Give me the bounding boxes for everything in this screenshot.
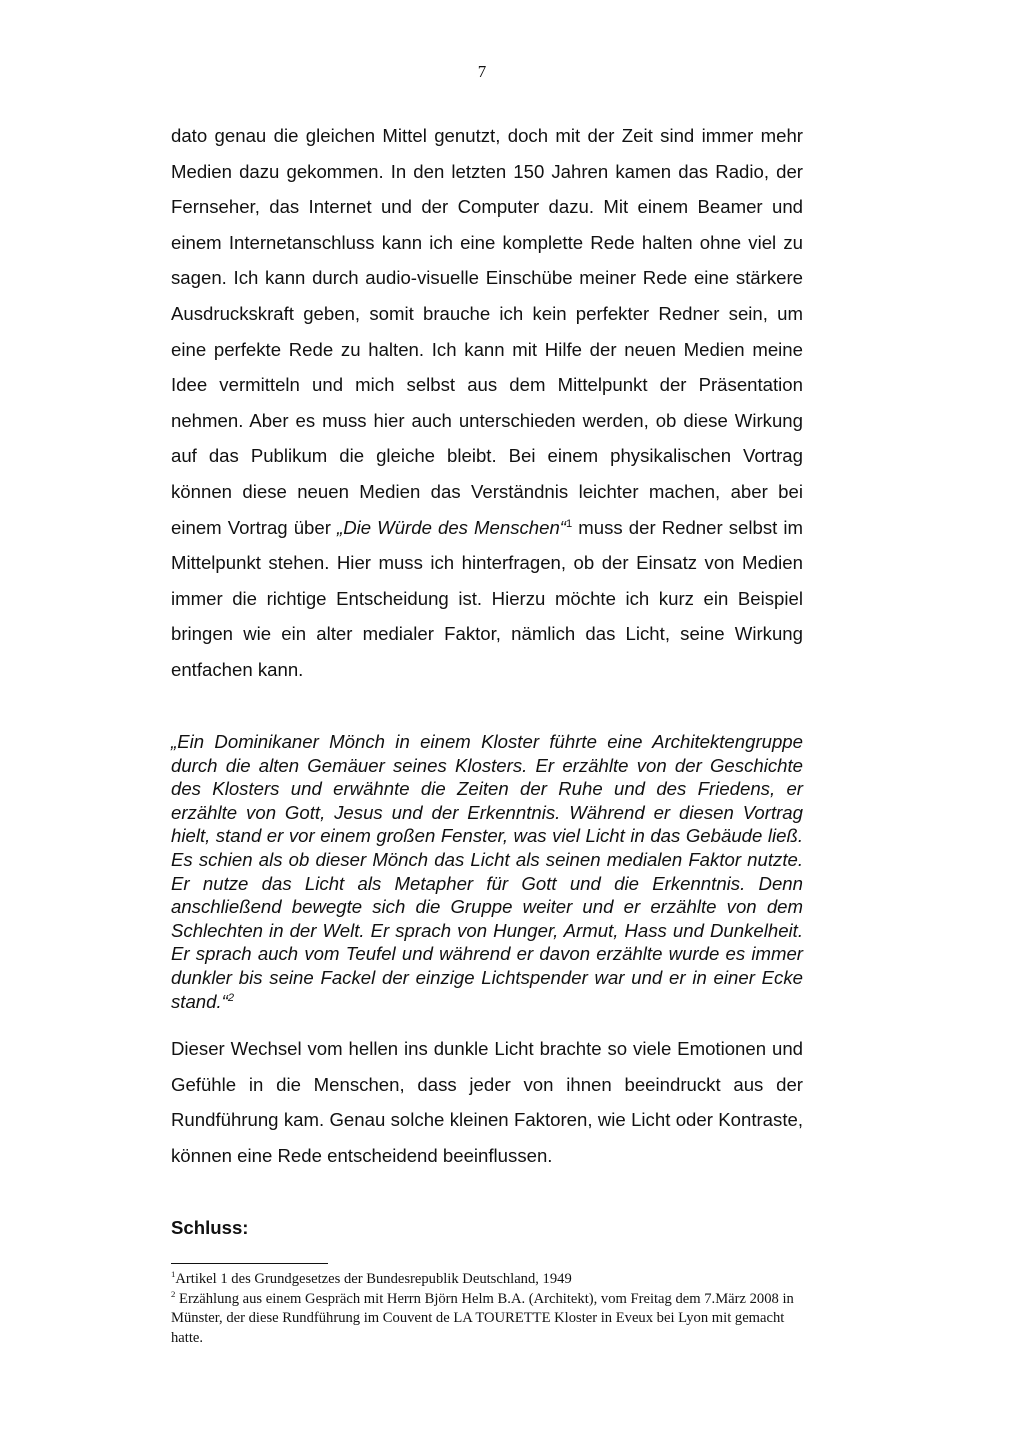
- body-paragraph-2: Dieser Wechsel vom hellen ins dunkle Licht brachte so viele Emotionen und Gefühle in die Menschen, dass jeder von ihnen beeindruckt aus der Rundführung kam. Genau solche kleinen Faktoren, wie Licht oder Kontraste, können eine Rede entscheidend beeinflussen.: [171, 1038, 803, 1166]
- footnotes: [171, 1270, 803, 1348]
- block-quote: [171, 730, 803, 1013]
- footnote-divider: [171, 1263, 328, 1264]
- footnote-2-marker: 2: [171, 1288, 176, 1299]
- footnote-ref-2: 2: [227, 991, 235, 1004]
- body-paragraph-1: [171, 118, 803, 688]
- section-heading: Schluss:: [171, 1217, 249, 1238]
- quote-text: „Ein Dominikaner Mönch in einem Kloster führte eine Architektengruppe durch die alten Gemäuer seines Klosters. Er erzählte von der Geschichte des Klosters und erwähnte die Zeiten der Ruhe und des Friedens, er erzählte von Gott, Jesus und der Erkenntnis. Während er diesen Vortrag hielt, stand er vor einem großen Fenster, was viel Licht in das Gebäude ließ. Es schien als ob dieser Mönch das Licht als seinen medialen Faktor nutzte. Er nutze das Licht als Metapher für Gott und die Erkenntnis. Denn anschließend bewegte sich die Gruppe weiter und er erzählte von dem Schlechten in der Welt. Er sprach von Hunger, Armut, Hass und Dunkelheit. Er sprach auch vom Teufel und während er davon erzählte wurde es immer dunkler bis seine Fackel der einzige Lichtspender war und er in einer Ecke stand.“: [171, 731, 803, 1012]
- footnote-1: [171, 1270, 803, 1290]
- footnote-1-marker: 1: [171, 1269, 176, 1280]
- paragraph-1-text-before: dato genau die gleichen Mittel genutzt, doch mit der Zeit sind immer mehr Medien dazu gekommen. In den letzten 150 Jahren kamen das Radio, der Fernseher, das Internet und der Computer dazu. Mit einem Beamer und einem Internetanschluss kann ich eine komplette Rede halten ohne viel zu sagen. Ich kann durch audio-visuelle Einschübe meiner Rede eine stärkere Ausdruckskraft geben, somit brauche ich kein perfekter Redner sein, um eine perfekte Rede zu halten. Ich kann mit Hilfe der neuen Medien meine Idee vermitteln und mich selbst aus dem Mittelpunkt der Präsentation nehmen. Aber es muss hier auch unterschieden werden, ob diese Wirkung auf das Publikum die gleiche bleibt. Bei einem physikalischen Vortrag können diese neuen Medien das Verständnis leichter machen, aber bei einem Vortrag über: [171, 125, 803, 538]
- footnote-2: [171, 1290, 803, 1349]
- footnote-1-text: Artikel 1 des Grundgesetzes der Bundesrepublik Deutschland, 1949: [175, 1271, 572, 1287]
- paragraph-1-text-after: muss der Redner selbst im Mittelpunkt stehen. Hier muss ich hinterfragen, ob der Einsatz von Medien immer die richtige Entscheidung ist. Hierzu möchte ich kurz ein Beispiel bringen wie ein alter medialer Faktor, nämlich das Licht, seine Wirkung entfachen kann.: [171, 516, 803, 680]
- footnote-2-text: Erzählung aus einem Gespräch mit Herrn Björn Helm B.A. (Architekt), vom Freitag dem 7.März 2008 in Münster, der diese Rundführung im Couvent de LA TOURETTE Kloster in Eveux bei Lyon mit gemacht hatte.: [171, 1290, 794, 1346]
- quoted-title: „Die Würde des Menschen“: [337, 516, 566, 538]
- page-number: 7: [477, 62, 487, 81]
- footnote-ref-1: 1: [566, 517, 573, 530]
